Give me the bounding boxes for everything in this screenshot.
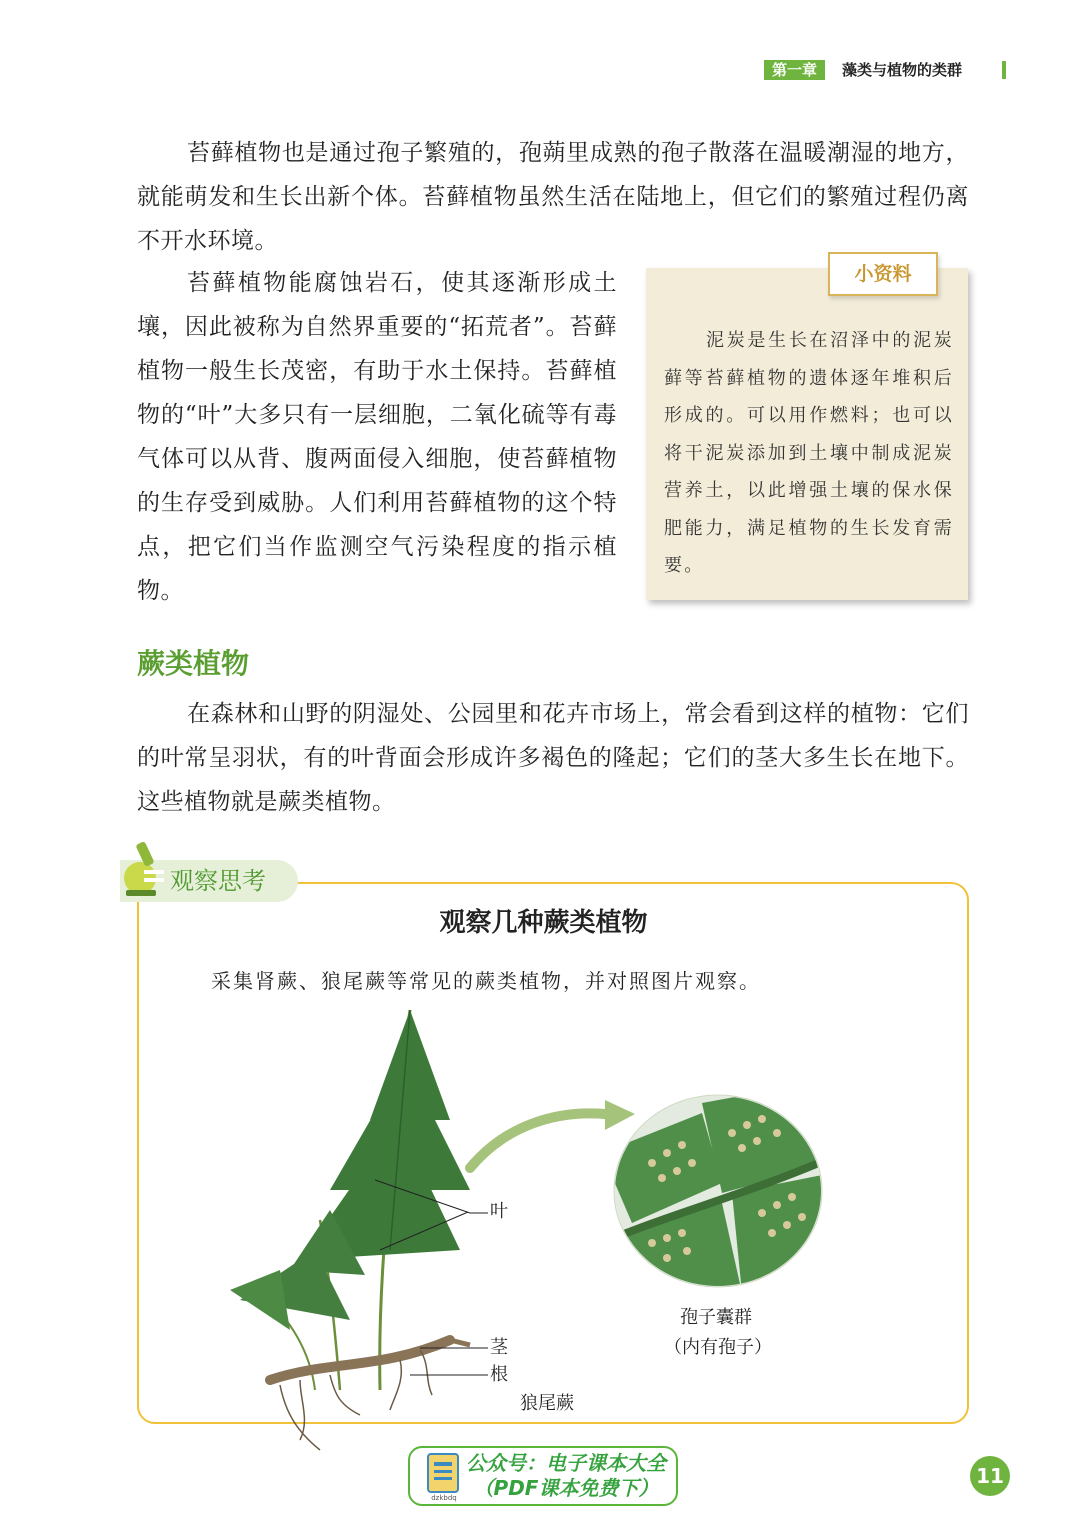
label-sori-note: （内有孢子） bbox=[664, 1337, 772, 1358]
section-heading-ferns: 蕨类植物 bbox=[137, 647, 250, 680]
chapter-bar-decoration bbox=[1002, 61, 1006, 79]
label-root: 根 bbox=[490, 1364, 508, 1385]
book-logo-icon bbox=[424, 1452, 464, 1502]
info-note-text: 泥炭是生长在沼泽中的泥炭藓等苔藓植物的遗体逐年堆积后形成的。可以用作燃料；也可以将干泥炭添加到土壤中制成泥炭营养土，以此增强土壤的保水保肥能力，满足植物的生长发育需要。 bbox=[664, 330, 954, 576]
microscope-icon bbox=[118, 838, 170, 902]
page-number: 11 bbox=[970, 1456, 1010, 1496]
observe-label-text: 观察思考 bbox=[170, 867, 266, 895]
sori-magnified-illustration bbox=[612, 1093, 824, 1289]
footer-line-2: （PDF课本免费下） bbox=[473, 1476, 659, 1500]
observe-description: 采集肾蕨、狼尾蕨等常见的蕨类植物，并对照图片观察。 bbox=[211, 969, 761, 993]
label-stem: 茎 bbox=[490, 1337, 508, 1358]
label-plant-name: 狼尾蕨 bbox=[520, 1393, 574, 1414]
label-leaf: 叶 bbox=[490, 1201, 508, 1222]
label-sori: 孢子囊群 bbox=[680, 1307, 752, 1328]
footer-line-1: 公众号：电子课本大全 bbox=[466, 1451, 666, 1475]
chapter-tag: 第一章 bbox=[764, 60, 825, 80]
logo-caption: dzkbdq bbox=[431, 1494, 457, 1502]
chapter-title: 藻类与植物的类群 bbox=[842, 61, 963, 79]
observe-title: 观察几种蕨类植物 bbox=[439, 908, 648, 938]
paragraph-moss-reproduction: 苔藓植物也是通过孢子繁殖的，孢蒴里成熟的孢子散落在温暖潮湿的地方，就能萌发和生长出新个体。苔藓植物虽然生活在陆地上，但它们的繁殖过程仍离不开水环境。 bbox=[137, 140, 969, 254]
fern-plant-illustration bbox=[220, 1000, 520, 1460]
info-note-tab: 小资料 bbox=[828, 252, 938, 296]
paragraph-moss-pioneer: 苔藓植物能腐蚀岩石，使其逐渐形成土壤，因此被称为自然界重要的“拓荒者”。苔藓植物一般生长茂密，有助于水土保持。苔藓植物的“叶”大多只有一层细胞，二氧化硫等有毒气体可以从背、腹两面侵入细胞，使苔藓植物的生存受到威胁。人们利用苔藓植物的这个特点，把它们当作监测空气污染程度的指示植物。 bbox=[137, 270, 617, 604]
paragraph-fern-intro: 在森林和山野的阴湿处、公园里和花卉市场上，常会看到这样的植物：它们的叶常呈羽状，有的叶背面会形成许多褐色的隆起；它们的茎大多生长在地下。这些植物就是蕨类植物。 bbox=[137, 701, 969, 815]
